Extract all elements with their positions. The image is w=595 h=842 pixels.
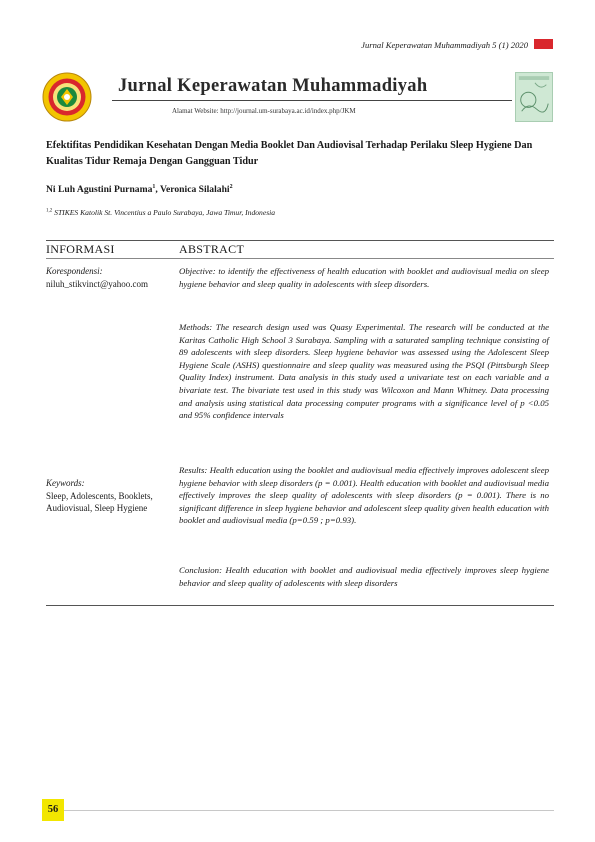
abstract-results: Results: Health education using the booklet and audiovisual media effectively improves adolescent sleep hygiene behavior with sleep disorders (p = 0.001). Health education with booklet and audiovisual media effectively improves the sleep quality of adolescents with sleep disorders (p = 0.001). There is no significant difference in sleep hygiene behavior and adolescent sleep quality given health education with booklet and audiovisual media (p=0.59 ; p=0.93).	[179, 465, 549, 526]
journal-cover-thumbnail	[515, 72, 553, 122]
page-number: 56	[42, 799, 64, 821]
keywords-block	[46, 477, 166, 515]
author-separator: ,	[155, 184, 160, 196]
running-head: Jurnal Keperawatan Muhammadiyah 5 (1) 2020	[361, 40, 528, 50]
abstract-header-rule	[46, 258, 554, 259]
info-heading: INFORMASI	[46, 242, 115, 256]
journal-website: Alamat Website: http://journal.um-surabaya.ac.id/index.php/JKM	[172, 107, 356, 115]
affiliation-text: STIKES Katolik St. Vincentius a Paulo Surabaya, Jawa Timur, Indonesia	[54, 208, 276, 217]
abstract-objective: Objective: to identify the effectiveness of health education with booklet and audiovisual media on sleep hygiene behavior and sleep quality in adolescents with sleep disorders.	[179, 266, 549, 289]
header-accent-tab	[534, 39, 553, 49]
abstract-heading: ABSTRACT	[179, 242, 245, 256]
header-divider	[112, 100, 512, 101]
journal-name: Jurnal Keperawatan Muhammadiyah	[118, 76, 428, 96]
author-affiliation-marker: 1	[152, 184, 156, 190]
journal-logo	[42, 72, 92, 122]
author-list	[46, 184, 233, 195]
abstract-methods: Methods: The research design used was Quasy Experimental. The research will be conducted at the Karitas Catholic High School 3 Surabaya. Sampling with a saturated sampling technique consisting of 89 adolescents with sleep disorders. Sleep hygiene behavior was assessed using the Adolescent Sleep Hygiene Scale (ASHS) questionnaire and sleep quality was measured using the PSQI (Pittsburgh Sleep Quality Index) instrument. Data analysis in this study used a univariate test on each variable and a bivariate test. The bivariate test used in this study was Wilcoxon and Mann Whitney. Data processing and analysis using statistical data processing computer programs with a significance level of p <0.05 and 95% confidence intervals	[179, 322, 549, 421]
affiliation	[46, 208, 275, 217]
keywords-text: Sleep, Adolescents, Booklets, Audiovisual, Sleep Hygiene	[46, 490, 153, 513]
footer-rule	[46, 810, 554, 811]
correspondence-label: Korespondensi:	[46, 266, 103, 276]
keywords-label: Keywords:	[46, 478, 85, 488]
abstract-top-rule	[46, 240, 554, 241]
author-name: Veronica Silalahi	[160, 184, 230, 196]
abstract-conclusion: Conclusion: Health education with booklet and audiovisual media effectively improves sleep hygiene behavior and sleep quality of adolescents with sleep disorders	[179, 565, 549, 588]
article-title: Efektifitas Pendidikan Kesehatan Dengan Media Booklet Dan Audiovisal Terhadap Perilaku Sleep Hygiene Dan Kualitas Tidur Remaja Dengan Gangguan Tidur	[46, 140, 533, 167]
affiliation-marker: 1,2	[46, 208, 53, 214]
correspondence-block	[46, 265, 166, 290]
author-affiliation-marker: 2	[229, 184, 233, 190]
abstract-bottom-rule	[46, 605, 554, 606]
correspondence-email: niluh_stikvinct@yahoo.com	[46, 278, 149, 289]
author-name: Ni Luh Agustini Purnama	[46, 184, 153, 196]
